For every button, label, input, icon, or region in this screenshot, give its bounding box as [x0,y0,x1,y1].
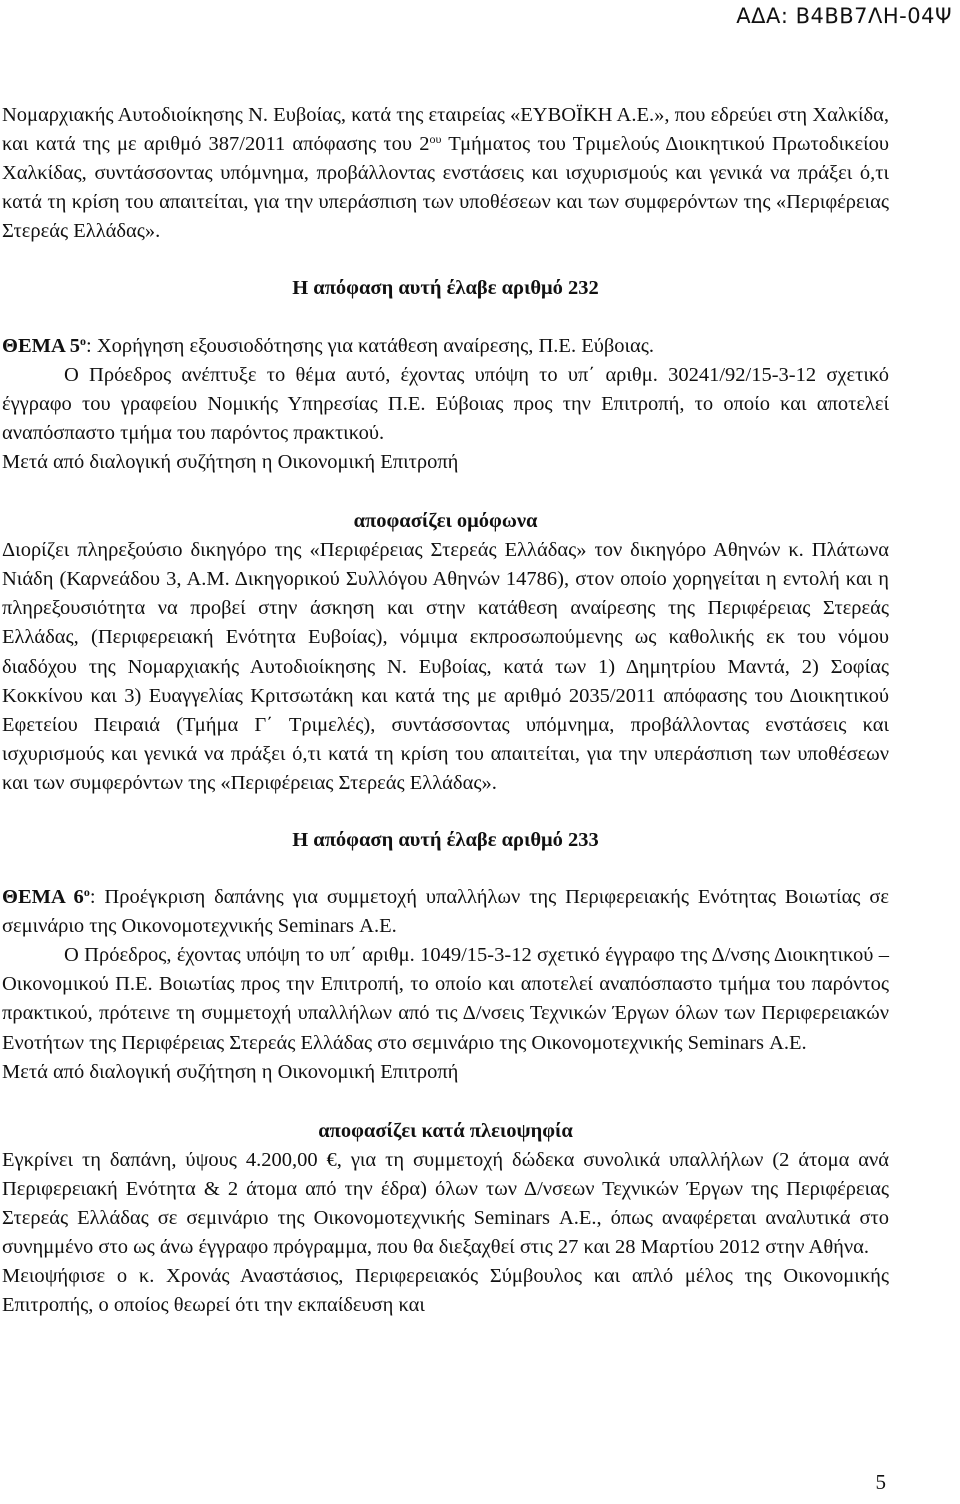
approval-paragraph: Εγκρίνει τη δαπάνη, ύψους 4.200,00 €, για τη συμμετοχή δώδεκα συνολικά υπαλλήλων (2 άτομα ανά Περιφερειακή Ενότητα & 2 άτομα από την έδρα) όλων των Δ/νσεων Τεχνικών Έργων της Περιφέρειας Στερεάς Ελλάδας σε σεμινάριο της Οικονομοτεχνικής Seminars Α.Ε., όπως αναφέρεται αναλυτικά στο συνημμένο στο ως άνω έγγραφο πρόγραμμα, που θα διεξαχθεί στις 27 και 28 Μαρτίου 2012 στην Αθήνα. [2,1148,889,1259]
superscript: ου [429,132,442,147]
paragraph-continuation [2,101,889,246]
decides-by-majority: αποφασίζει κατά πλειοψηφία [318,1119,573,1142]
thema-5-heading [2,332,889,361]
superscript: ο [83,885,90,900]
dissent-line-1: Μειοψήφισε ο κ. Χρονάς Αναστάσιος, Περιφερειακός Σύμβουλος και απλό [2,1265,674,1288]
page-number: 5 [875,1470,886,1494]
thema-label: ΘΕΜΑ 5 [2,334,81,357]
thema-title: : Χορήγηση εξουσιοδότησης για κατάθεση αναίρεσης, Π.Ε. Εύβοιας. [86,334,655,357]
superscript: ο [80,333,87,348]
ada-identifier: ΑΔΑ: Β4ΒΒ7ΛΗ-04Ψ [736,4,952,28]
decision-number-233: Η απόφαση αυτή έλαβε αριθμό 233 [292,828,599,851]
decision-number-232: Η απόφαση αυτή έλαβε αριθμό 232 [292,277,599,300]
paragraph-text: Τμήματος του Τριμελούς Διοικητικού Πρωτοδικείου Χαλκίδας, συντάσσοντας υπόμνημα, προβάλλοντας ενστάσεις και ισχυρισμούς και γενικά να πράξει ό,τι κατά τη κρίση του απαιτείται, για την υπεράσπιση των υποθέσεων και των συμφερόντων της «Περιφέρειας Στερεάς Ελλάδας». [2,133,889,243]
document-body [2,101,889,1320]
thema-label: ΘΕΜΑ 6 [2,886,84,909]
discussion-paragraph-2: Μετά από διαλογική συζήτηση η Οικονομική Επιτροπή [2,1060,459,1083]
president-paragraph-1: Ο Πρόεδρος ανέπτυξε το θέμα αυτό, έχοντας υπόψη το υπ΄ αριθμ. 30241/92/15-3-12 σχετικό έγγραφο του γραφείου Νομικής Υπηρεσίας Π.Ε. Εύβοιας προς την Επιτροπή, το οποίο και αποτελεί αναπόσπαστο τμήμα του παρόντος πρακτικού. [2,363,889,444]
discussion-paragraph-1: Μετά από διαλογική συζήτηση η Οικονομική Επιτροπή [2,450,459,473]
decides-unanimously: αποφασίζει ομόφωνα [353,510,538,533]
dissent-line-2: μέλος της Οικονομικής Επιτροπής, ο οποίος θεωρεί ότι την εκπαίδευση και [2,1265,889,1317]
thema-title: : Προέγκριση δαπάνης για συμμετοχή υπαλλήλων της Περιφερειακής Ενότητας Βοιωτίας σε σεμινάριο της Οικονομοτεχνικής Seminars Α.Ε. [2,886,889,938]
thema-6-heading [2,883,889,941]
president-paragraph-2: Ο Πρόεδρος, έχοντας υπόψη το υπ΄ αριθμ. 1049/15-3-12 σχετικό έγγραφο της Δ/νσης Διοικητικού – Οικονομικού Π.Ε. Βοιωτίας προς την Επιτροπή, το οποίο και αποτελεί αναπόσπαστο τμήμα του παρόντος πρακτικού, πρότεινε τη συμμετοχή υπαλλήλων από τις Δ/νσεις Τεχνικών Έργων όλων των Περιφερειακών Ενοτήτων της Περιφέρειας Στερεάς Ελλάδας στο σεμινάριο της Οικονομοτεχνικής Seminars Α.Ε. [2,944,889,1054]
dissent-paragraph [2,1262,889,1320]
appointment-paragraph: Διορίζει πληρεξούσιο δικηγόρο της «Περιφέρειας Στερεάς Ελλάδας» τον δικηγόρο Αθηνών κ. Πλάτωνα Νιάδη (Καρνεάδου 3, Α.Μ. Δικηγορικού Συλλόγου Αθηνών 14786), στον οποίο χορηγείται η εντολή και η πληρεξουσιότητα να προβεί στην άσκηση και στην κατάθεση αναίρεσης της Περιφέρειας Στερεάς Ελλάδας, (Περιφερειακή Ενότητα Ευβοίας), νόμιμα εκπροσωπούμενης ως καθολικής εκ του νόμου διαδόχου της Νομαρχιακής Αυτοδιοίκησης Ν. Ευβοίας, κατά των 1) Δημητρίου Μαντά, 2) Σοφίας Κοκκίνου και 3) Ευαγγελίας Κριτσωτάκη και κατά της με αριθμό 2035/2011 απόφασης του Διοικητικού Εφετείου Πειραιά (Τμήμα Γ΄ Τριμελές), συντάσσοντας υπόμνημα, προβάλλοντας ενστάσεις και ισχυρισμούς και γενικά να πράξει ό,τι κατά τη κρίση του απαιτείται, για την υπεράσπιση των υποθέσεων και των συμφερόντων της «Περιφέρειας Στερεάς Ελλάδας». [2,539,889,794]
paragraph-text: Νομαρχιακής Αυτοδιοίκησης Ν. Ευβοίας, κατά της εταιρείας «ΕΥΒΟΪΚΗ Α.Ε.», που εδρεύει στη Χαλκίδα, και κατά της με αριθμό 387/2011 απόφασης του 2 [2,104,889,156]
